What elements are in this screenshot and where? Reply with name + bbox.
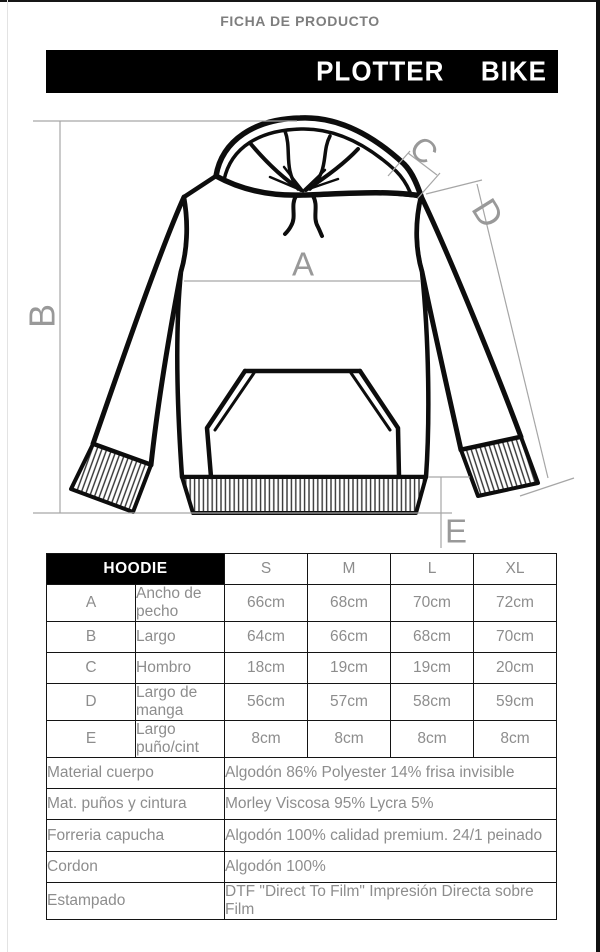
value-l: 19cm <box>391 653 474 684</box>
row-key: A <box>47 585 136 622</box>
value-xl: 59cm <box>474 684 557 721</box>
value-s: 18cm <box>225 653 308 684</box>
value-l: 68cm <box>391 622 474 653</box>
hem-band-rib <box>182 477 426 513</box>
spec-value: Morley Viscosa 95% Lycra 5% <box>225 789 557 820</box>
table-row-E <box>47 721 557 758</box>
row-label: Largo <box>136 622 225 653</box>
spec-value: DTF "Direct To Film" Impresión Directa sobre Film <box>225 882 557 919</box>
spec-label: Mat. puños y cintura <box>47 789 225 820</box>
right-sleeve <box>417 196 521 450</box>
row-label: Largo de manga <box>136 684 225 721</box>
product-header-cell: HOODIE <box>47 554 225 585</box>
value-s: 8cm <box>225 721 308 758</box>
right-cuff-rib <box>461 437 538 496</box>
row-label: Ancho de pecho <box>136 585 225 622</box>
value-s: 64cm <box>225 622 308 653</box>
value-m: 8cm <box>308 721 391 758</box>
spec-label: Estampado <box>47 882 225 919</box>
row-key: B <box>47 622 136 653</box>
row-key: E <box>47 721 136 758</box>
size-column-m: M <box>308 554 391 585</box>
spec-row-cordon <box>47 851 557 882</box>
size-column-l: L <box>391 554 474 585</box>
table-row-C <box>47 653 557 684</box>
size-column-xl: XL <box>474 554 557 585</box>
size-column-s: S <box>225 554 308 585</box>
value-xl: 8cm <box>474 721 557 758</box>
value-m: 57cm <box>308 684 391 721</box>
spec-label: Forreria capucha <box>47 820 225 851</box>
spec-value: Algodón 100% <box>225 851 557 882</box>
value-m: 66cm <box>308 622 391 653</box>
value-xl: 70cm <box>474 622 557 653</box>
value-l: 8cm <box>391 721 474 758</box>
row-key: C <box>47 653 136 684</box>
table-row-A <box>47 585 557 622</box>
value-l: 70cm <box>391 585 474 622</box>
sheet-kicker: FICHA DE PRODUCTO <box>220 13 380 29</box>
spec-label: Cordon <box>47 851 225 882</box>
value-s: 56cm <box>225 684 308 721</box>
dim-label-B: B <box>21 303 63 329</box>
value-m: 68cm <box>308 585 391 622</box>
product-title: PLOTTER BIKE <box>316 54 547 88</box>
row-label: Largo puño/cint <box>136 721 225 758</box>
row-key: D <box>47 684 136 721</box>
size-spec-table <box>46 553 557 920</box>
spec-value: Algodón 86% Polyester 14% frisa invisible <box>225 758 557 789</box>
value-xl: 72cm <box>474 585 557 622</box>
spec-row-punos-cintura <box>47 789 557 820</box>
left-sleeve <box>93 197 187 465</box>
dim-label-A: A <box>291 245 315 283</box>
dim-label-C: C <box>402 128 446 172</box>
hoodie-body <box>177 176 428 477</box>
table-header-row <box>47 554 557 585</box>
dim-label-D: D <box>463 191 513 235</box>
table-row-B <box>47 622 557 653</box>
spec-row-estampado <box>47 882 557 919</box>
row-label: Hombro <box>136 653 225 684</box>
dim-label-E: E <box>444 512 468 550</box>
value-m: 19cm <box>308 653 391 684</box>
spec-label: Material cuerpo <box>47 758 225 789</box>
value-l: 58cm <box>391 684 474 721</box>
value-s: 66cm <box>225 585 308 622</box>
spec-row-material-cuerpo <box>47 758 557 789</box>
value-xl: 20cm <box>474 653 557 684</box>
table-row-D <box>47 684 557 721</box>
spec-value: Algodón 100% calidad premium. 24/1 peinado <box>225 820 557 851</box>
spec-row-forreria-capucha <box>47 820 557 851</box>
